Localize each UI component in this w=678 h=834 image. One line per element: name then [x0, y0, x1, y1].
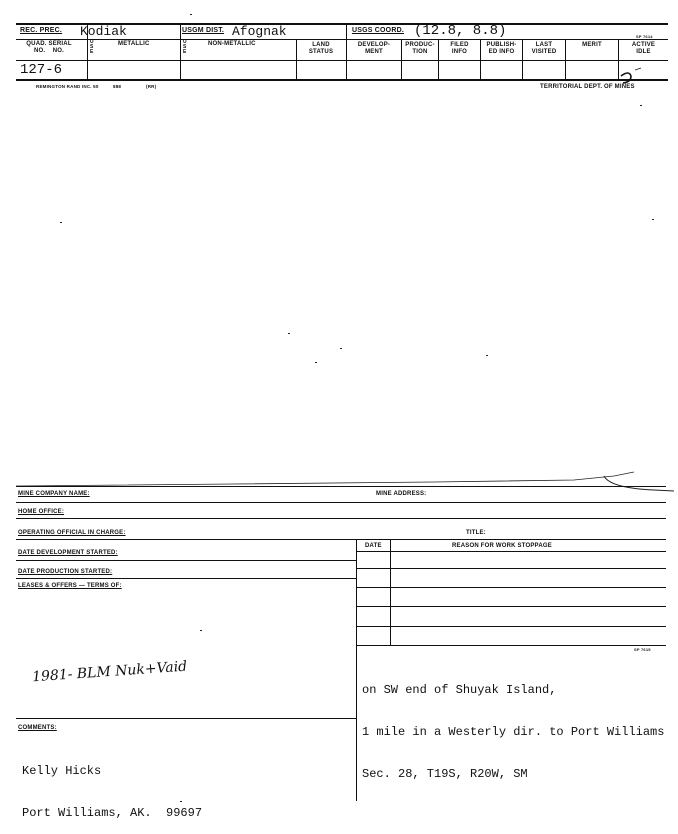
col-non-metallic: NON-METALLIC: [208, 41, 256, 47]
scan-speck: [486, 355, 488, 356]
reason-column-header: REASON FOR WORK STOPPAGE: [452, 543, 552, 549]
torn-edge: [14, 470, 674, 500]
row-bottom-rule: [16, 79, 668, 81]
scan-speck: [190, 14, 192, 15]
scan-speck: [200, 630, 202, 631]
center-divider: [356, 539, 357, 801]
check-mark-icon: [619, 64, 649, 86]
scan-speck: [60, 222, 62, 223]
handwritten-note: 1981- BLM Nuk+Vaid: [31, 658, 188, 686]
scan-speck: [640, 105, 642, 106]
date-development-label: DATE DEVELOPMENT STARTED:: [18, 550, 118, 556]
col-merit: MERIT: [582, 42, 602, 48]
col-production: PRODUC- TION: [405, 42, 435, 55]
comments-line-1: Kelly Hicks: [22, 764, 102, 778]
divider-3: [296, 39, 297, 80]
col-last-visited: LAST VISITED: [531, 42, 557, 55]
date-production-label: DATE PRODUCTION STARTED:: [18, 569, 113, 575]
quad-serial-value: 127-6: [20, 62, 63, 78]
department-label: TERRITORIAL DEPT. OF MINES: [540, 84, 635, 90]
reason-row-5: [356, 626, 666, 627]
col-active-idle: ACTIVE IDLE: [631, 42, 656, 55]
location-line-3: Sec. 28, T19S, R20W, SM: [362, 767, 528, 781]
rec-prec-value: Kodiak: [80, 24, 127, 39]
scan-speck: [340, 348, 342, 349]
col-filed-info: FILED INFO: [450, 42, 469, 55]
home-office-label: HOME OFFICE:: [18, 509, 65, 515]
divider-5: [401, 39, 402, 80]
company-rule: [16, 502, 666, 503]
mine-company-name-label: MINE COMPANY NAME:: [18, 491, 90, 497]
operating-official-label: OPERATING OFFICIAL IN CHARGE:: [18, 530, 126, 536]
reason-row-3: [356, 587, 666, 588]
divider-1: [87, 23, 88, 80]
divider-2: [180, 23, 181, 80]
location-line-2: 1 mile in a Westerly dir. to Port Williams: [362, 725, 665, 739]
mine-address-label: MINE ADDRESS:: [376, 491, 427, 497]
header-rule: [16, 39, 668, 40]
col-quad-serial: [17, 41, 81, 55]
divider-8: [522, 39, 523, 80]
title-label: TITLE:: [466, 530, 486, 536]
rec-prec-label: REC. PREC.: [20, 27, 63, 34]
scan-speck: [315, 362, 317, 363]
col-quad-serial-line2: NO. NO.: [33, 48, 64, 54]
reason-row-2: [356, 568, 666, 569]
reason-row-4: [356, 606, 666, 607]
columns-rule: [16, 60, 668, 61]
divider-4: [346, 23, 347, 80]
production-rule: [16, 578, 356, 579]
reason-row-6: [356, 645, 666, 646]
date-column-header: DATE: [365, 543, 382, 549]
col-use-metallic: U S E: [90, 39, 94, 55]
location-line-1: on SW end of Shuyak Island,: [362, 683, 557, 697]
comments-rule: [16, 718, 356, 719]
comments-text: [22, 736, 202, 834]
leases-offers-label: LEASES & OFFERS — TERMS OF:: [18, 583, 122, 589]
date-divider: [390, 539, 391, 645]
comments-line-2: Port Williams, AK. 99697: [22, 806, 203, 820]
usgs-coord-value: (12.8, 8.8): [414, 23, 507, 39]
development-rule: [16, 560, 356, 561]
footer-code-2: (RR): [146, 84, 157, 89]
scan-speck: [288, 333, 290, 334]
divider-7: [480, 39, 481, 80]
col-development: DEVELOP- MENT: [357, 42, 391, 55]
usgm-dist-value: Afognak: [232, 24, 287, 39]
divider-9: [565, 39, 566, 80]
printer-note: REMINGTON RAND INC. 50: [36, 84, 99, 89]
home-office-rule: [16, 518, 666, 519]
reason-row-1: [356, 551, 666, 552]
usgm-dist-label: USGM DIST.: [182, 27, 225, 34]
comments-label: COMMENTS:: [18, 725, 57, 731]
location-description: [362, 655, 664, 795]
col-published-info: PUBLISH- ED INFO: [486, 42, 517, 55]
footer-code-1: 888: [113, 84, 122, 89]
divider-6: [438, 39, 439, 80]
usgs-coord-label: USGS COORD.: [352, 27, 404, 34]
col-use-nonmetallic: U S E: [183, 39, 187, 55]
col-land-status: LAND STATUS: [308, 42, 334, 55]
form-number-bottom: SP 7615: [634, 647, 651, 652]
col-quad-serial-line1: QUAD. SERIAL: [26, 41, 72, 47]
form-top-rule: [16, 486, 666, 487]
official-rule: [16, 539, 666, 540]
col-metallic: METALLIC: [118, 41, 150, 47]
form-number-top: SP 7614: [636, 34, 653, 39]
scan-speck: [652, 219, 654, 220]
